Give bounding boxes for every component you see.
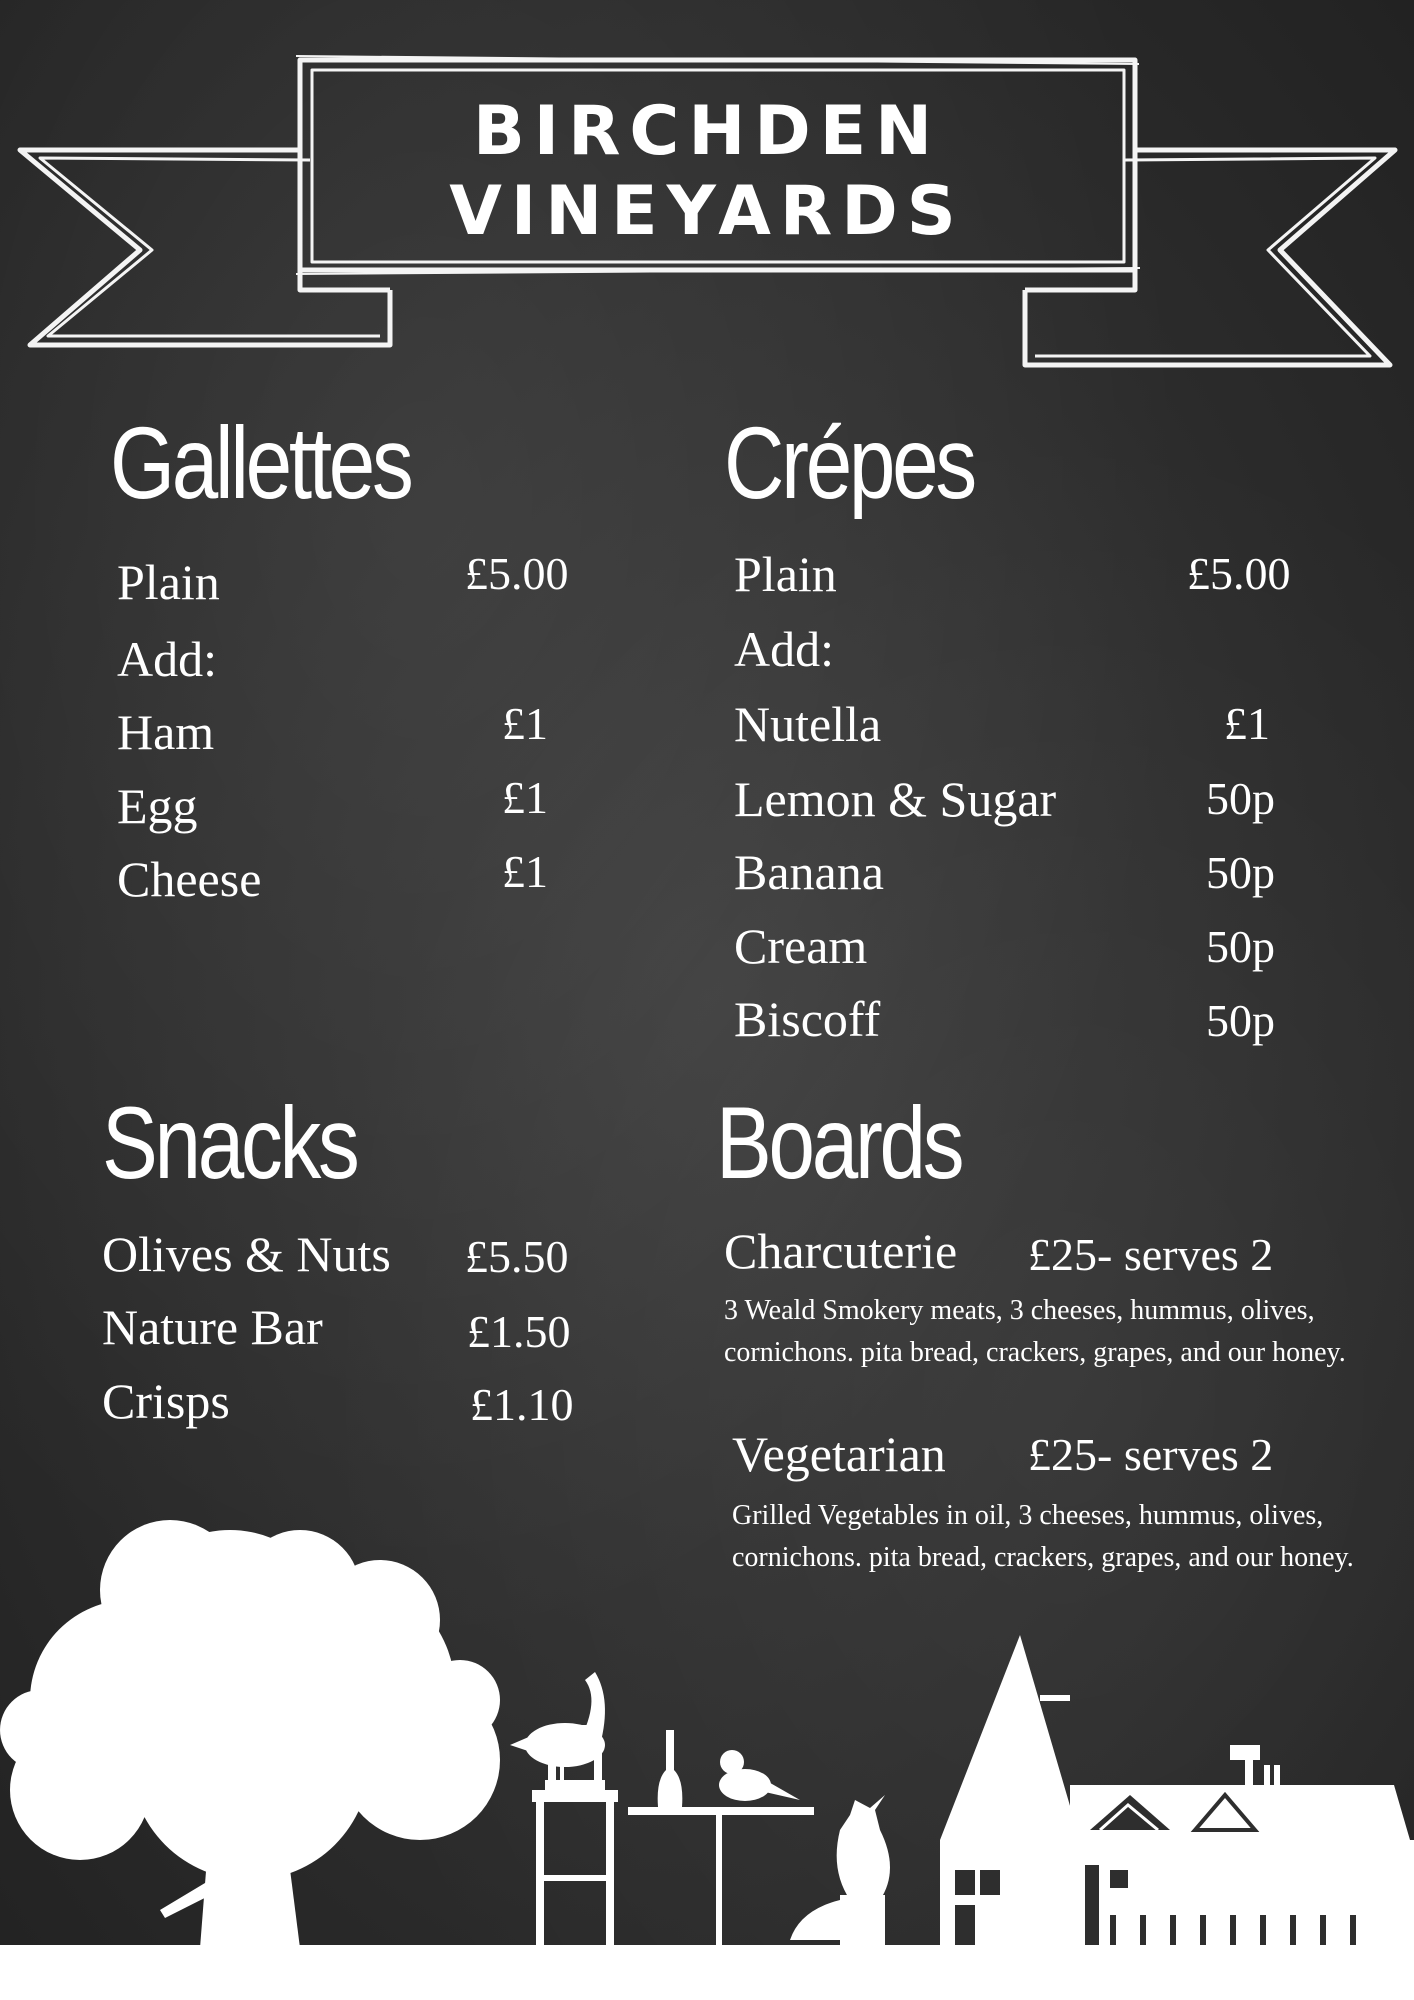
snacks-item-nature-bar: Nature Bar: [102, 1299, 323, 1355]
banner-title-line1: BIRCHDEN: [472, 92, 942, 171]
crepes-item-biscoff: Biscoff: [734, 991, 881, 1047]
galettes-price-egg: £1: [502, 772, 548, 823]
crepes-title: Crépes: [724, 406, 974, 520]
snacks-price-crisps: £1.10: [470, 1379, 574, 1430]
crepes-item-banana: Banana: [734, 844, 884, 900]
galettes-item-plain: Plain: [117, 554, 220, 610]
galettes-price-ham: £1: [502, 698, 548, 749]
snacks-price-olives-nuts: £5.50: [465, 1231, 569, 1282]
board-charcuterie-price: £25- serves 2: [1028, 1229, 1274, 1280]
galettes-add-label: Add:: [117, 631, 217, 687]
snacks-title: Snacks: [102, 1086, 357, 1200]
ground-strip: [0, 1945, 1414, 2000]
crepes-item-cream: Cream: [734, 918, 868, 974]
crepes-item-nutella: Nutella: [734, 696, 882, 752]
galettes-title: Gallettes: [110, 406, 411, 520]
galettes-item-cheese: Cheese: [117, 851, 262, 907]
fox-silhouette: [790, 1795, 890, 1945]
bird-on-table-silhouette: [628, 1730, 814, 1945]
crepes-price-biscoff: 50p: [1206, 995, 1275, 1046]
galettes-item-ham: Ham: [117, 704, 215, 760]
banner-title-line2: VINEYARDS: [449, 172, 965, 251]
wine-bottle-silhouette: [658, 1730, 683, 1807]
crepes-item-lemon-sugar: Lemon & Sugar: [734, 771, 1057, 827]
crepes-price-lemon-sugar: 50p: [1206, 773, 1275, 824]
crepes-price-cream: 50p: [1206, 921, 1275, 972]
snacks-item-olives-nuts: Olives & Nuts: [102, 1226, 391, 1282]
crepes-item-plain: Plain: [734, 546, 837, 602]
galettes-item-egg: Egg: [117, 778, 198, 834]
goose-on-chair-silhouette: [510, 1672, 618, 1945]
board-vegetarian-description: Grilled Vegetables in oil, 3 cheeses, hummus, olives, cornichons. pita bread, crackers, grapes, and our honey.: [732, 1500, 1354, 1573]
galettes-price-cheese: £1: [502, 846, 548, 897]
crepes-price-banana: 50p: [1206, 847, 1275, 898]
board-vegetarian-name: Vegetarian: [732, 1426, 946, 1482]
oast-house-silhouette: [940, 1635, 1414, 1948]
board-charcuterie-description: 3 Weald Smokery meats, 3 cheeses, hummus, olives, cornichons. pita bread, crackers, grapes, and our honey.: [724, 1295, 1346, 1368]
snacks-item-crisps: Crisps: [102, 1373, 230, 1429]
board-charcuterie-name: Charcuterie: [724, 1223, 958, 1279]
snacks-price-nature-bar: £1.50: [467, 1306, 571, 1357]
oak-tree-silhouette: [0, 1520, 500, 1948]
board-vegetarian-price: £25- serves 2: [1028, 1429, 1274, 1480]
crepes-add-label: Add:: [734, 621, 834, 677]
galettes-price-plain: £5.00: [465, 548, 569, 599]
crepes-price-plain: £5.00: [1187, 548, 1291, 599]
boards-title: Boards: [716, 1086, 962, 1200]
crepes-price-nutella: £1: [1224, 698, 1270, 749]
